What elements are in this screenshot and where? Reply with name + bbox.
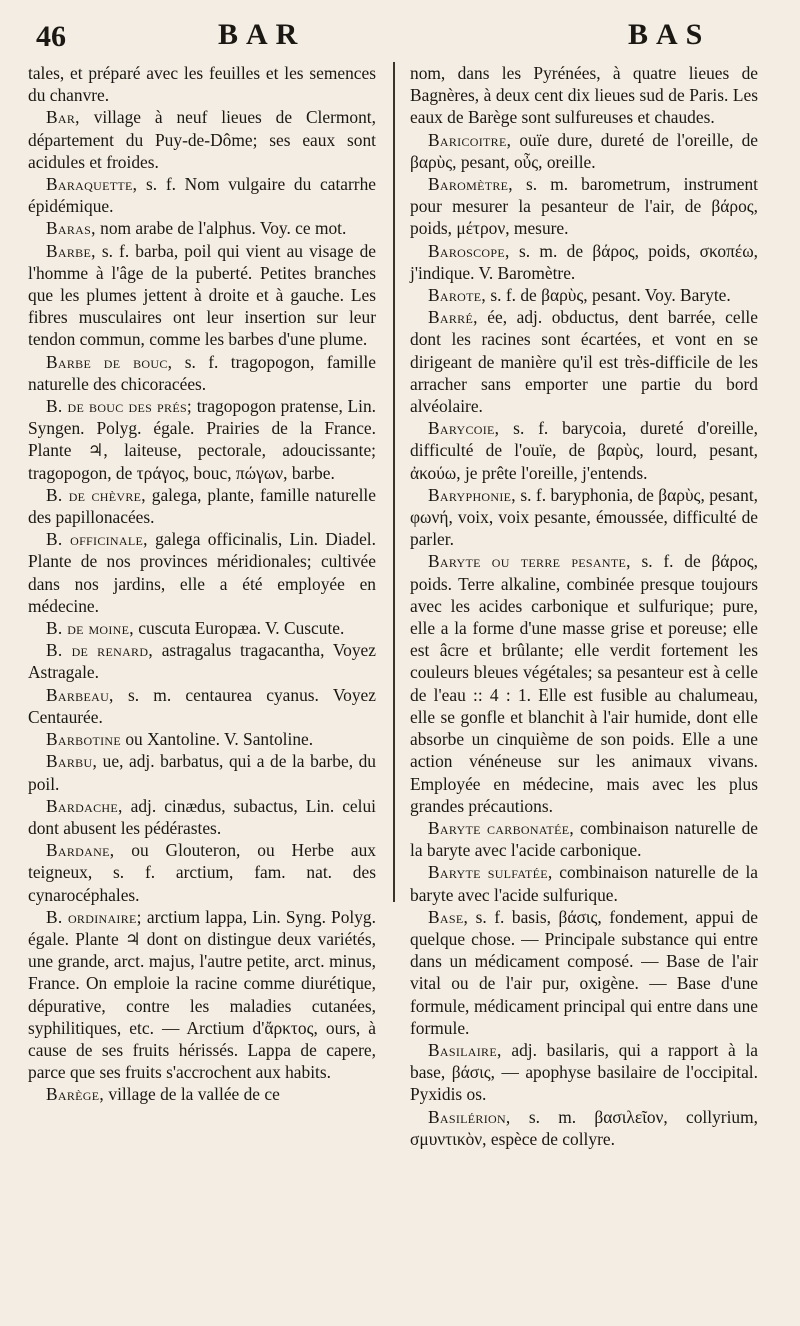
entry-text: s. f. de βάρος, poids. Terre alkaline, combinée presque toujours avec les acides carbonique et sulfurique; pure, elle a la forme d'une masse grise et poreuse; elle est âcre et brûlante; elle verdit fortement les couleurs bleues végétales; sa pesanteur est à celle de l'eau :: 4 : 1. Elle est fusible au chalumeau, elle se gonfle et blanchit à l'air humide, dont elle absorbe un cinquième de son poids. Elle a une action vénéneuse sur les animaux vivans. Employée en médecine, mais avec les plus grandes précautions. <box>410 551 759 816</box>
entry-headword: B. de renard, <box>46 640 153 661</box>
entry-text: ue, adj. barbatus, qui a de la barbe, du poil. <box>28 751 376 794</box>
entry-text: galega officinalis, Lin. Diadel. Plante de nos provinces méridionales; cultivée dans nos jardins, elle a été employée en médecine. <box>28 529 376 616</box>
dictionary-entry <box>28 639 376 683</box>
entry-headword: Baryte carbonatée, <box>428 817 574 838</box>
entry-headword: Baras, <box>46 218 96 239</box>
dictionary-entry <box>410 1106 758 1150</box>
entry-headword: Baricoitre, <box>428 129 512 150</box>
dictionary-entry <box>28 617 376 639</box>
entry-headword: B. de moine, <box>46 618 134 639</box>
entry-text: combinaison naturelle de la baryte avec l'acide carbonique. <box>410 817 758 861</box>
entry-headword: Baryphonie, <box>428 484 516 505</box>
entry-text: s. m. βασιλεῖον, collyrium, σμυντικὸν, espèce de collyre. <box>410 1106 758 1149</box>
entry-headword: Base, <box>428 906 469 927</box>
dictionary-entry <box>28 484 376 528</box>
dictionary-entry <box>410 1039 758 1106</box>
dictionary-entry <box>410 240 758 284</box>
entry-headword: Basilaire, <box>428 1039 502 1060</box>
dictionary-entry <box>28 106 376 173</box>
entry-headword: Barycoie, <box>428 418 500 439</box>
entry-text: s. m. barometrum, instrument pour mesurer la pesanteur de l'air, de βάρος, poids, μέτρον, mesure. <box>410 174 758 239</box>
entry-text: s. f. Nom vulgaire du catarrhe épidémique. <box>28 174 376 217</box>
entry-headword: Barbotine <box>46 729 121 750</box>
dictionary-entry <box>28 906 376 1084</box>
dictionary-entry <box>28 240 376 351</box>
entry-text: astragalus tragacantha, Voyez Astragale. <box>28 640 376 683</box>
entry-headword: Barré, <box>428 307 478 328</box>
entry-text: s. f. baryphonia, de βαρὺς, pesant, φωνή, voix, voix pesante, émoussée, difficulté de parler. <box>410 484 758 550</box>
entry-text: ée, adj. obductus, dent barrée, celle dont les racines sont écartées, et vont en se dirigeant de manière qu'il est très-difficile de les arracher sans emporter une partie du bord alvéolaire. <box>410 307 758 417</box>
dictionary-entry <box>28 839 376 906</box>
column-rule <box>393 62 395 902</box>
entry-text: ouïe dure, dureté de l'oreille, de βαρὺς, pesant, οὖς, oreille. <box>410 129 758 172</box>
entry-text: galega, plante, famille naturelle des papillonacées. <box>28 484 376 528</box>
dictionary-entry <box>410 906 758 1039</box>
left-running-head: BAR <box>218 18 306 51</box>
entry-headword: B. officinale, <box>46 529 148 550</box>
page-header <box>28 16 772 62</box>
dictionary-entry <box>28 528 376 617</box>
right-column <box>410 62 758 1150</box>
page-number: 46 <box>36 20 66 53</box>
entry-headword: B. de bouc des prés; <box>46 396 193 417</box>
entry-text: adj. cinædus, subactus, Lin. celui dont abusent les pédérastes. <box>28 795 376 838</box>
entry-text: s. m. de βάρος, poids, σκοπέω, j'indique. V. Baromètre. <box>410 240 758 283</box>
dictionary-entry <box>410 62 758 129</box>
entry-text: cuscuta Europæa. V. Cuscute. <box>138 618 345 639</box>
entry-text: combinaison naturelle de la baryte avec l'acide sulfurique. <box>410 862 759 905</box>
entry-headword: Barote, <box>428 285 487 306</box>
entry-text: adj. basilaris, qui a rapport à la base, βάσις, — apophyse basilaire de l'occipital. Pyxidis os. <box>410 1039 758 1105</box>
entry-headword: Barbe de bouc, <box>46 351 173 372</box>
entry-headword: B. ordinaire; <box>46 906 142 927</box>
dictionary-entry <box>410 417 758 484</box>
entry-headword: Baromètre, <box>428 174 513 195</box>
right-running-head: BAS <box>628 18 711 51</box>
entry-headword: Basilérion, <box>428 1106 511 1127</box>
dictionary-entry <box>28 728 376 750</box>
entry-headword: Baraquette, <box>46 174 138 195</box>
dictionary-entry <box>28 395 376 484</box>
entry-headword: Bar, <box>46 107 80 128</box>
entry-headword: Barbe, <box>46 240 96 261</box>
dictionary-entry <box>410 129 758 173</box>
dictionary-entry <box>28 795 376 839</box>
entry-headword: B. de chèvre, <box>46 484 146 505</box>
entry-text: ou Glouteron, ou Herbe aux teigneux, s. f. arctium, fam. nat. des cynarocéphales. <box>28 840 376 905</box>
entry-headword: Baryte ou terre pesante, <box>428 551 631 572</box>
dictionary-entry <box>28 173 376 217</box>
entry-text: s. m. centaurea cyanus. Voyez Centaurée. <box>28 684 376 727</box>
entry-text: s. f. barycoia, dureté d'oreille, difficulté de l'ouïe, de βαρὺς, lourd, pesant, ἀκούω, je prête l'oreille, j'entends. <box>410 418 759 483</box>
dictionary-entry <box>28 684 376 728</box>
dictionary-entry <box>28 1083 376 1105</box>
dictionary-entry <box>410 306 758 417</box>
entry-text: village de la vallée de ce <box>108 1084 280 1105</box>
entry-headword: Baroscope, <box>428 240 510 261</box>
dictionary-entry <box>28 750 376 794</box>
dictionary-entry <box>28 351 376 395</box>
entry-text: nom arabe de l'alphus. Voy. ce mot. <box>100 218 347 239</box>
dictionary-entry <box>410 173 758 240</box>
entry-text: s. f. tragopogon, famille naturelle des chicoracées. <box>28 351 376 394</box>
entry-headword: Bardache, <box>46 795 123 816</box>
dictionary-entry <box>410 817 758 861</box>
entry-text: s. f. barba, poil qui vient au visage de l'homme à l'âge de la puberté. Petites branches que les plumes jettent à droite et à gauche. Les fibres musculaires ont leur insertion sur leur tendon commun, comme les barbes d'une plume. <box>28 240 376 350</box>
entry-text: nom, dans les Pyrénées, à quatre lieues de Bagnères, à deux cent dix lieues sud de Paris. Les eaux de Barège sont sulfureuses et chaudes. <box>410 63 758 128</box>
entry-text: s. f. basis, βάσις, fondement, appui de quelque chose. — Principale substance qui entre dans un médicament composé. — Base de l'air vital ou de l'air pur, oxigène. — Base d'une formule, médicament principal qui entre dans une formule. <box>410 906 758 1038</box>
dictionary-entry <box>410 861 758 905</box>
entry-headword: Barbeau, <box>46 684 114 705</box>
left-column <box>28 62 376 1106</box>
entry-text: tragopogon pratense, Lin. Syngen. Polyg. égale. Prairies de la France. Plante ♃, laiteuse, pectorale, adoucissante; tragopogon, de τράγος, bouc, πώγων, barbe. <box>28 396 377 483</box>
entry-text: village à neuf lieues de Clermont, département du Puy-de-Dôme; ses eaux sont acidules et froides. <box>28 107 376 172</box>
entry-text: s. f. de βαρὺς, pesant. Voy. Baryte. <box>490 285 731 306</box>
entry-headword: Bardane, <box>46 840 115 861</box>
entry-headword: Baryte sulfatée, <box>428 862 553 883</box>
entry-text: tales, et préparé avec les feuilles et les semences du chanvre. <box>28 63 376 106</box>
entry-headword: Barège, <box>46 1084 105 1105</box>
entry-headword: Barbu, <box>46 751 98 772</box>
dictionary-entry <box>28 217 376 239</box>
dictionary-entry <box>28 62 376 106</box>
dictionary-entry <box>410 284 758 306</box>
dictionary-entry <box>410 484 758 551</box>
entry-text: ou Xantoline. V. Santoline. <box>125 729 314 750</box>
entry-text: arctium lappa, Lin. Syng. Polyg. égale. Plante ♃ dont on distingue deux variétés, une grande, arct. majus, l'autre petite, arct. minus, France. On emploie la racine comme diurétique, dépurative, contre les maladies cutanées, syphilitiques, etc. — Arctium d'ἄρκτος, ours, à cause de ses fruits hérissés. Lappa de capere, parce que ses fruits s'accrochent aux habits. <box>28 906 376 1083</box>
dictionary-entry <box>410 550 758 816</box>
